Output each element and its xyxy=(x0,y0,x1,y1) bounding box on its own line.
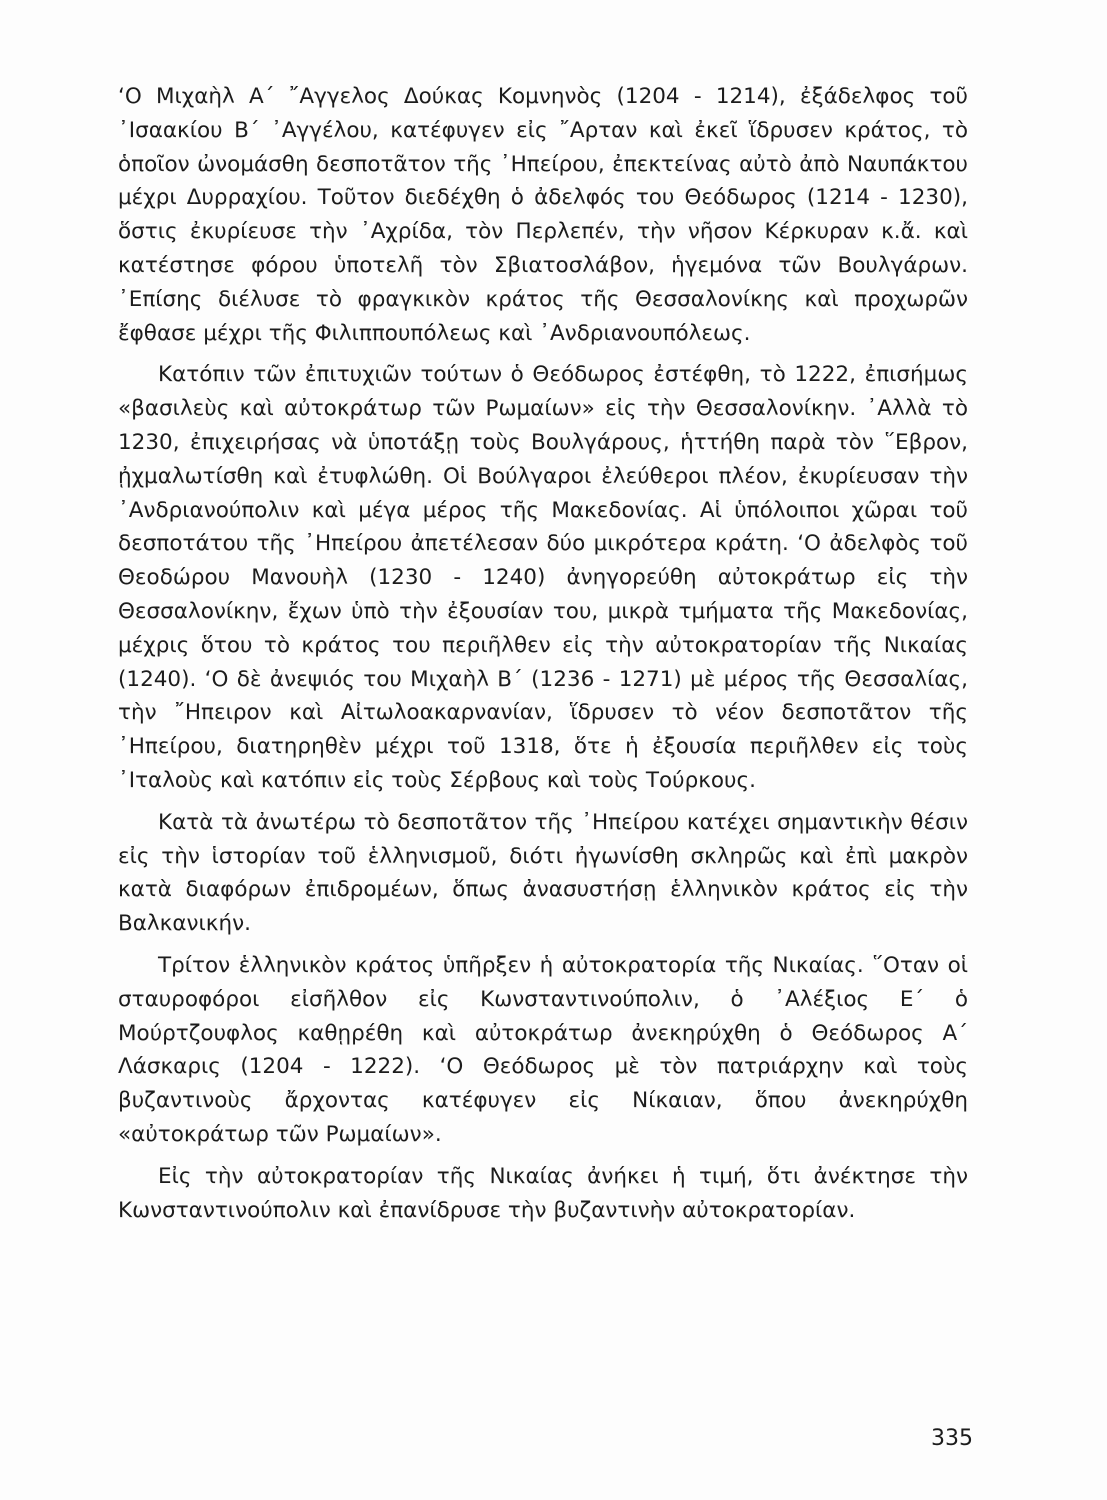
paragraph-3: Κατὰ τὰ ἀνωτέρω τὸ δεσποτᾶτον τῆς ᾽Ηπείρου κατέχει σημαντικὴν θέσιν εἰς τὴν ἱστορίαν τοῦ ἑλληνισμοῦ, διότι ἠγωνίσθη σκληρῶς καὶ ἐπὶ μακρὸν κατὰ διαφόρων ἐπιδρομέων, ὅπως ἀνασυστήσῃ ἑλληνικὸν κράτος εἰς τὴν Βαλκανικήν. xyxy=(118,809,968,937)
body-text xyxy=(118,80,968,1235)
paragraph-5: Εἰς τὴν αὐτοκρατορίαν τῆς Νικαίας ἀνήκει ἡ τιμή, ὅτι ἀνέκτησε τὴν Κωνσταντινούπολιν καὶ ἐπανίδρυσε τὴν βυζαντινὴν αὐτοκρατορίαν. xyxy=(118,1163,968,1223)
page-number: 335 xyxy=(931,1426,973,1451)
paragraph-1: ‘Ο Μιχαὴλ Α΄ ῎Αγγελος Δούκας Κομνηνὸς (1204 - 1214), ἐξάδελφος τοῦ ᾽Ισαακίου Β΄ ᾽Αγγέλου, κατέφυγεν εἰς ῎Αρταν καὶ ἐκεῖ ἵδρυσεν κράτος, τὸ ὁποῖον ὠνομάσθη δεσποτᾶτον τῆς ᾽Ηπείρου, ἐπεκτείνας αὐτὸ ἀπὸ Ναυπάκτου μέχρι Δυρραχίου. Τοῦτον διεδέχθη ὁ ἀδελφός του Θεόδωρος (1214 - 1230), ὅστις ἐκυρίευσε τὴν ᾽Αχρίδα, τὸν Περλεπέν, τὴν νῆσον Κέρκυραν κ.ἄ. καὶ κατέστησε φόρου ὑποτελῆ τὸν Σβιατοσλάβον, ἡγεμόνα τῶν Βουλγάρων. ᾽Επίσης διέλυσε τὸ φραγκικὸν κράτος τῆς Θεσσαλονίκης καὶ προχωρῶν ἔφθασε μέχρι τῆς Φιλιππουπόλεως καὶ ᾽Ανδριανουπόλεως. xyxy=(118,84,968,346)
paragraph-4: Τρίτον ἑλληνικὸν κράτος ὑπῆρξεν ἡ αὐτοκρατορία τῆς Νικαίας. ῞Οταν οἱ σταυροφόροι εἰσῆλθον εἰς Κωνσταντινούπολιν, ὁ ᾽Αλέξιος Ε΄ ὁ Μούρτζουφλος καθῃρέθη καὶ αὐτοκράτωρ ἀνεκηρύχθη ὁ Θεόδωρος Α΄ Λάσκαρις (1204 - 1222). ‘Ο Θεόδωρος μὲ τὸν πατριάρχην καὶ τοὺς βυζαντινοὺς ἄρχοντας κατέφυγεν εἰς Νίκαιαν, ὅπου ἀνεκηρύχθη «αὐτοκράτωρ τῶν Ρωμαίων». xyxy=(118,952,968,1147)
paragraph-2: Κατόπιν τῶν ἐπιτυχιῶν τούτων ὁ Θεόδωρος ἐστέφθη, τὸ 1222, ἐπισήμως «βασιλεὺς καὶ αὐτοκράτωρ τῶν Ρωμαίων» εἰς τὴν Θεσσαλονίκην. ᾽Αλλὰ τὸ 1230, ἐπιχειρήσας νὰ ὑποτάξῃ τοὺς Βουλγάρους, ἡττήθη παρὰ τὸν ῞Εβρον, ᾐχμαλωτίσθη καὶ ἐτυφλώθη. Οἱ Βούλγαροι ἐλεύθεροι πλέον, ἐκυρίευσαν τὴν ᾽Ανδριανούπολιν καὶ μέγα μέρος τῆς Μακεδονίας. Αἱ ὑπόλοιποι χῶραι τοῦ δεσποτάτου τῆς ᾽Ηπείρου ἀπετέλεσαν δύο μικρότερα κράτη. ‘Ο ἀδελφὸς τοῦ Θεοδώρου Μανουὴλ (1230 - 1240) ἀνηγορεύθη αὐτοκράτωρ εἰς τὴν Θεσσαλονίκην, ἔχων ὑπὸ τὴν ἐξουσίαν του, μικρὰ τμήματα τῆς Μακεδονίας, μέχρις ὅτου τὸ κράτος του περιῆλθεν εἰς τὴν αὐτοκρατορίαν τῆς Νικαίας (1240). ‘Ο δὲ ἀνεψιός του Μιχαὴλ Β΄ (1236 - 1271) μὲ μέρος τῆς Θεσσαλίας, τὴν ῎Ηπειρον καὶ Αἰτωλοακαρνανίαν, ἵδρυσεν τὸ νέον δεσποτᾶτον τῆς ᾽Ηπείρου, διατηρηθὲν μέχρι τοῦ 1318, ὅτε ἡ ἐξουσία περιῆλθεν εἰς τοὺς ᾽Ιταλοὺς καὶ κατόπιν εἰς τοὺς Σέρβους καὶ τοὺς Τούρκους. xyxy=(118,362,968,793)
